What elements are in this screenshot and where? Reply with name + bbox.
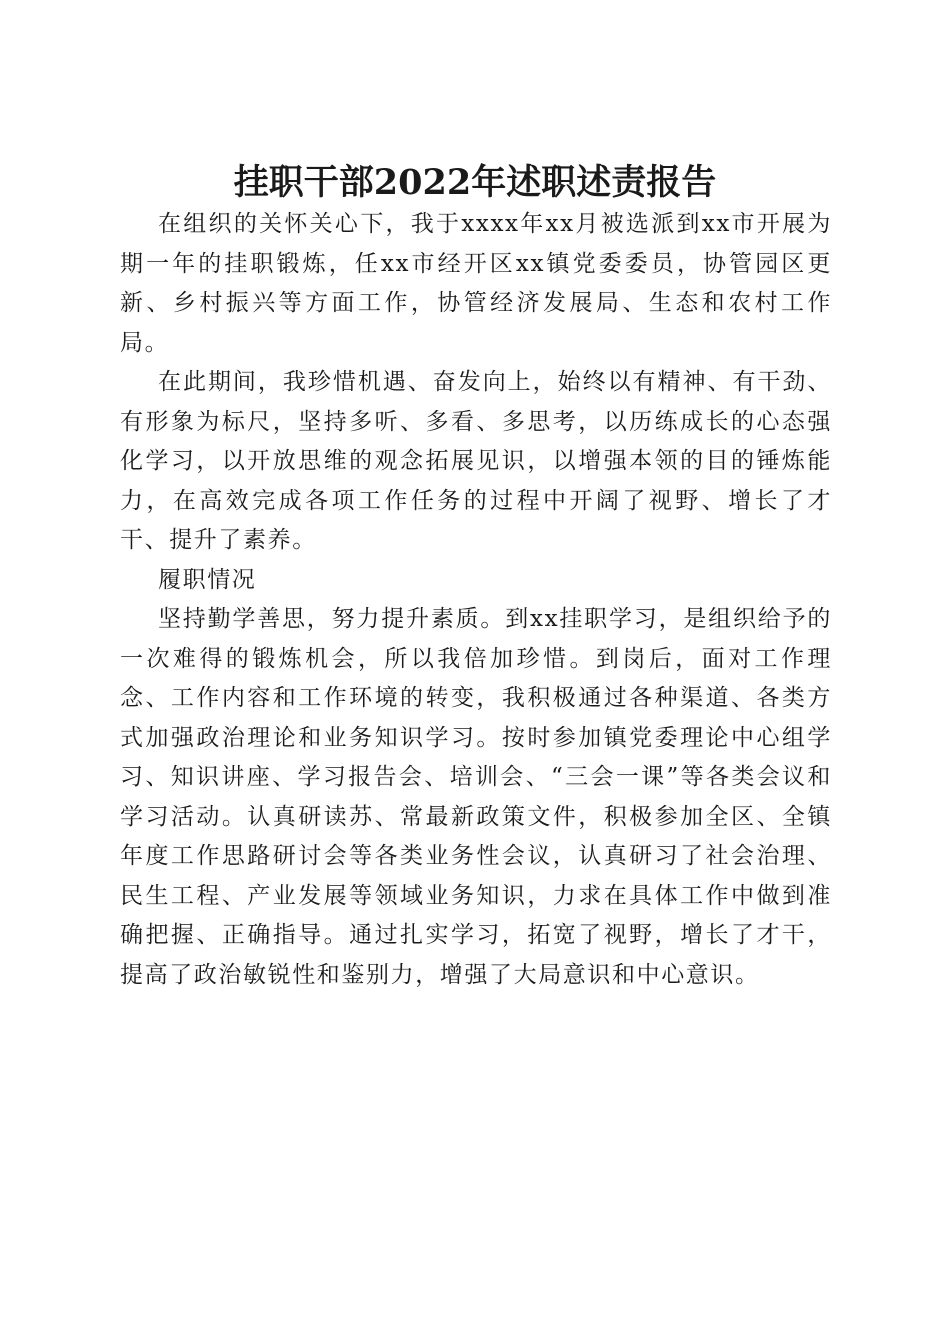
document-title: 挂职干部2022年述职述责报告 [233, 162, 717, 204]
paragraph-study: 坚持勤学善思，努力提升素质。到xx挂职学习，是组织给予的一次难得的锻炼机会，所以我倍加珍惜。到岗后，面对工作理念、工作内容和工作环境的转变，我积极通过各种渠道、各类方式加强政治理论和业务知识学习。按时参加镇党委理论中心组学习、知识讲座、学习报告会、培训会、“三会一课”等各类会议和学习活动。认真研读苏、常最新政策文件，积极参加全区、全镇年度工作思路研讨会等各类业务性会议，认真研习了社会治理、民生工程、产业发展等领域业务知识，力求在具体工作中做到准确把握、正确指导。通过扎实学习，拓宽了视野，增长了才干，提高了政治敏锐性和鉴别力，增强了大局意识和中心意识。 [120, 606, 832, 988]
paragraph-period: 在此期间，我珍惜机遇、奋发向上，始终以有精神、有干劲、有形象为标尺，坚持多听、多看、多思考，以历练成长的心态强化学习，以开放思维的观念拓展见识，以增强本领的目的锤炼能力，在高效完成各项工作任务的过程中开阔了视野、增长了才干、提升了素养。 [120, 369, 832, 553]
document-body [120, 205, 832, 995]
section-heading: 履职情况 [158, 566, 257, 593]
paragraph-intro: 在组织的关怀关心下，我于xxxx年xx月被选派到xx市开展为期一年的挂职锻炼，任xx市经开区xx镇党委委员，协管园区更新、乡村振兴等方面工作，协管经济发展局、生态和农村工作局。 [120, 211, 832, 356]
